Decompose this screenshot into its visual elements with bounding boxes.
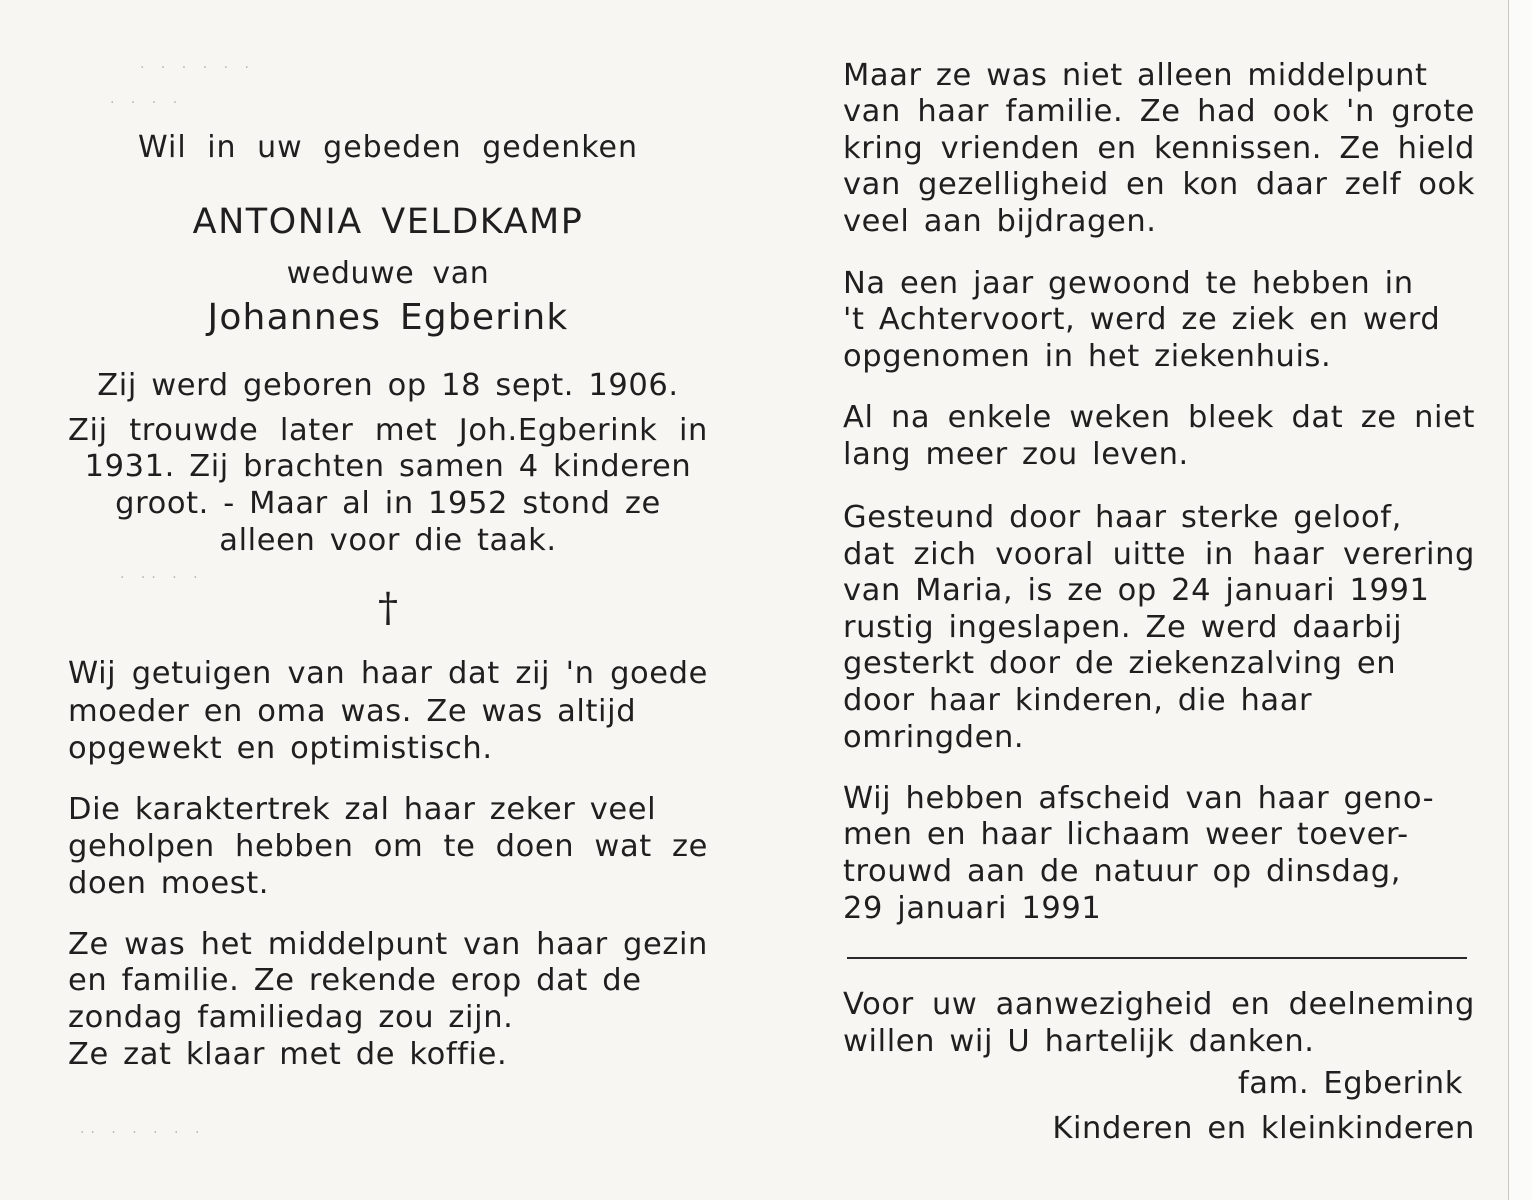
- text-line: Wij hebben afscheid van haar geno-: [843, 781, 1435, 816]
- text-line: 29 januari 1991: [843, 891, 1102, 926]
- text-line: door haar kinderen, die haar: [843, 683, 1313, 718]
- widow-of-label: weduwe van: [286, 256, 490, 291]
- deceased-name: ANTONIA VELDKAMP: [192, 202, 584, 242]
- intro-text: Wil in uw gebeden gedenken: [137, 130, 639, 165]
- text-line: van haar familie. Ze had ook 'n grote: [843, 94, 1475, 129]
- text-line: Ze zat klaar met de koffie.: [68, 1037, 508, 1072]
- text-line: veel aan bijdragen.: [843, 204, 1157, 239]
- text-line: Voor uw aanwezigheid en deelneming: [843, 987, 1475, 1022]
- text-line: Zij trouwde later met Joh.Egberink in: [68, 413, 708, 448]
- text-line: Die karaktertrek zal haar zeker veel: [68, 792, 657, 827]
- text-line: zondag familiedag zou zijn.: [68, 1000, 514, 1035]
- text-line: moeder en oma was. Ze was altijd: [68, 694, 637, 729]
- text-line: rustig ingeslapen. Ze werd daarbij: [843, 610, 1403, 645]
- text-line: trouwd aan de natuur op dinsdag,: [843, 854, 1401, 889]
- text-line: lang meer zou leven.: [843, 437, 1189, 472]
- text-line: Zij werd geboren op 18 sept. 1906.: [97, 368, 679, 403]
- divider-line: [847, 957, 1467, 959]
- card-edge: [1508, 0, 1531, 1200]
- text-line: groot. - Maar al in 1952 stond ze: [115, 486, 661, 521]
- scan-speckle: · · · ·: [110, 95, 184, 111]
- text-line: Ze was het middelpunt van haar gezin: [68, 927, 708, 962]
- text-line: men en haar lichaam weer toever-: [843, 817, 1409, 852]
- spouse-name: Johannes Egberink: [207, 297, 569, 338]
- signature-children: Kinderen en kleinkinderen: [1052, 1111, 1475, 1146]
- text-line: omringden.: [843, 720, 1025, 755]
- text-line: en familie. Ze rekende erop dat de: [68, 963, 642, 998]
- text-line: van Maria, is ze op 24 januari 1991: [843, 573, 1430, 608]
- text-line: willen wij U hartelijk danken.: [843, 1024, 1315, 1059]
- text-line: Gesteund door haar sterke geloof,: [843, 500, 1402, 535]
- text-line: opgewekt en optimistisch.: [68, 731, 493, 766]
- text-line: 1931. Zij brachten samen 4 kinderen: [84, 449, 692, 484]
- text-line: Na een jaar gewoond te hebben in: [843, 266, 1414, 301]
- signature-family: fam. Egberink: [1237, 1066, 1463, 1101]
- text-line: opgenomen in het ziekenhuis.: [843, 339, 1332, 374]
- text-line: 't Achtervoort, werd ze ziek en werd: [843, 302, 1441, 337]
- scan-speckle: · · · · · ·: [140, 60, 255, 76]
- text-line: Wij getuigen van haar dat zij 'n goede: [68, 656, 708, 691]
- text-line: doen moest.: [68, 866, 270, 901]
- scan-speckle: ·· · · · · ·: [80, 1125, 206, 1141]
- text-line: kring vrienden en kennissen. Ze hield: [843, 131, 1475, 166]
- cross-icon: †: [378, 585, 398, 631]
- text-line: gesterkt door de ziekenzalving en: [843, 646, 1397, 681]
- text-line: Al na enkele weken bleek dat ze niet: [843, 400, 1475, 435]
- text-line: Maar ze was niet alleen middelpunt: [843, 58, 1428, 93]
- text-line: alleen voor die taak.: [219, 523, 557, 558]
- text-line: dat zich vooral uitte in haar verering: [843, 537, 1475, 572]
- scan-speckle: · ·· · ·: [120, 570, 204, 586]
- text-line: van gezelligheid en kon daar zelf ook: [843, 167, 1475, 202]
- text-line: geholpen hebben om te doen wat ze: [68, 829, 708, 864]
